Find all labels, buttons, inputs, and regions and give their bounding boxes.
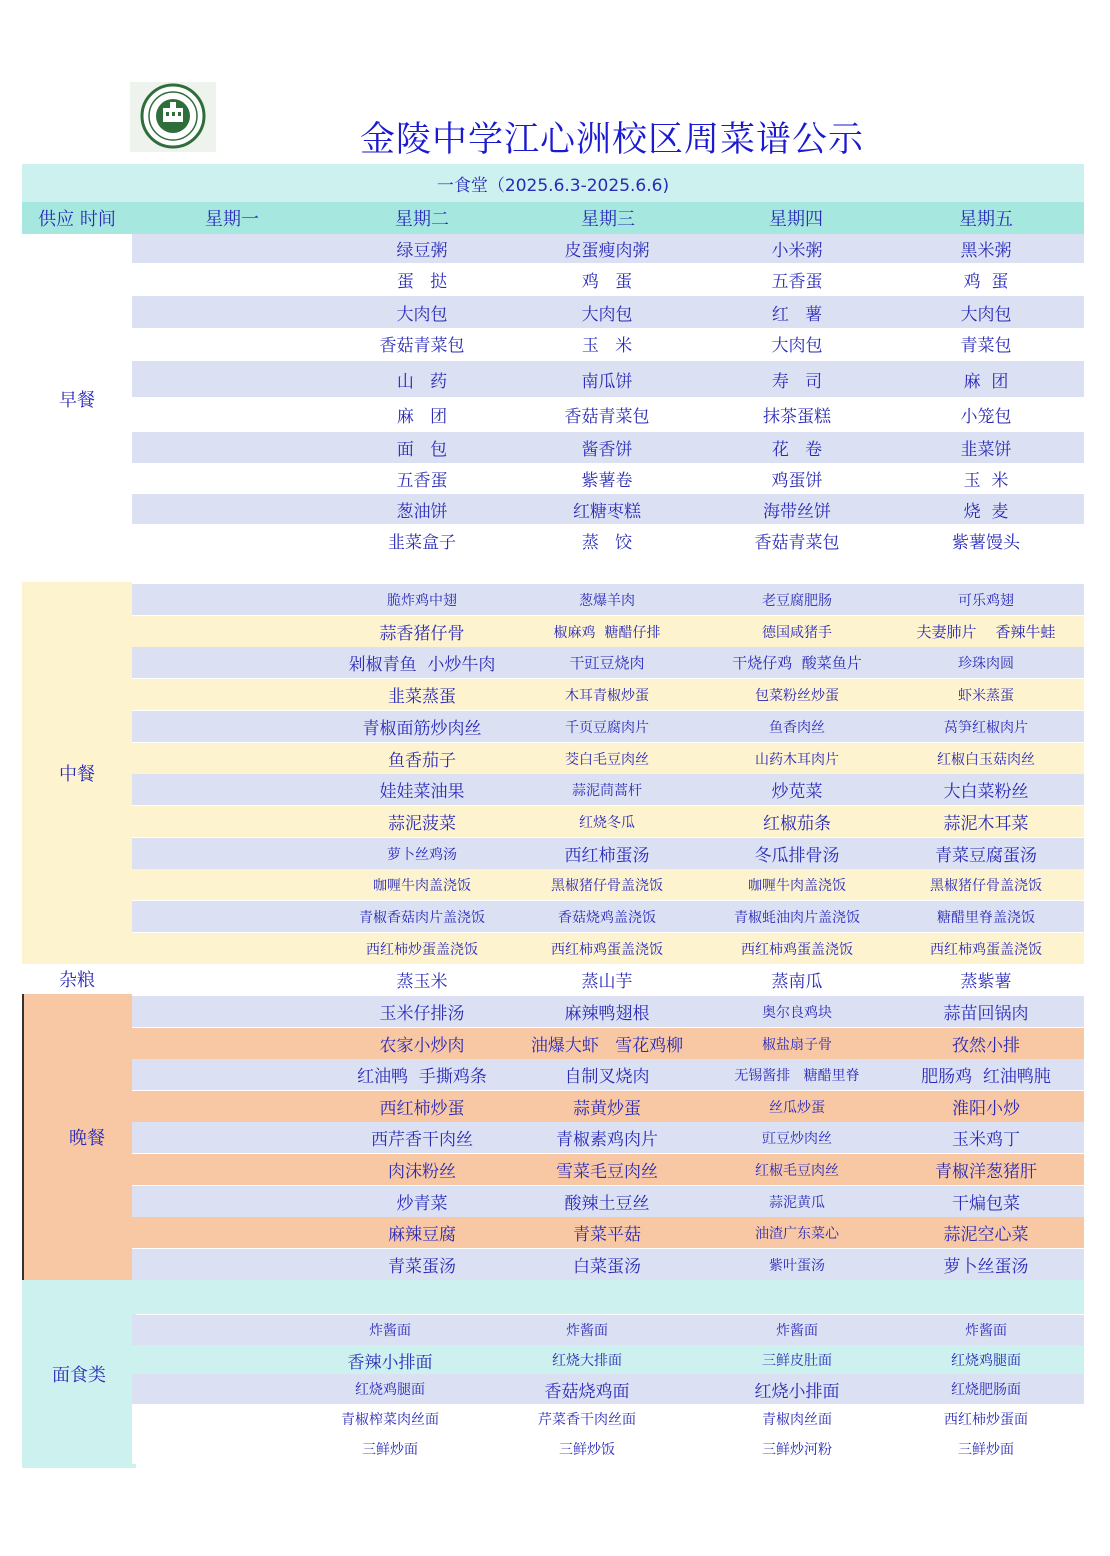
dinner-dish: 紫叶蛋汤 <box>769 1257 825 1274</box>
lunch-dish: 青菜豆腐蛋汤 <box>935 846 1037 866</box>
lunch-dish: 葱爆羊肉 <box>579 592 635 609</box>
lunch-dish: 鱼香茄子 <box>388 751 456 771</box>
dinner-dish: 青椒洋葱猪肝 <box>935 1162 1037 1182</box>
noodle-row <box>132 1404 1084 1434</box>
dinner-dish: 青菜蛋汤 <box>388 1257 456 1277</box>
breakfast-dish: 青菜包 <box>960 336 1012 356</box>
lunch-row <box>132 774 1084 805</box>
breakfast-row <box>132 265 1084 294</box>
header-row <box>22 202 1084 234</box>
noodle-dish: 红烧鸡腿面 <box>355 1382 425 1398</box>
breakfast-dish: 红 薯 <box>771 304 823 325</box>
noodle-dish: 三鲜炒面 <box>958 1442 1014 1458</box>
dinner-dish: 蒜苗回锅肉 <box>943 1004 1029 1024</box>
noodle-dish: 青椒肉丝面 <box>762 1412 832 1428</box>
noodle-dish: 芹菜香干肉丝面 <box>538 1412 636 1428</box>
breakfast-dish: 韭菜饼 <box>960 440 1012 460</box>
section-noodle: 面食类 <box>22 1280 136 1468</box>
breakfast-dish: 玉 米 <box>963 471 1009 491</box>
lunch-dish: 莴笋红椒肉片 <box>944 719 1028 736</box>
breakfast-dish: 葱油饼 <box>396 501 448 522</box>
breakfast-row <box>132 463 1084 494</box>
breakfast-dish: 烧 麦 <box>963 501 1009 522</box>
lunch-dish: 大白菜粉丝 <box>943 782 1029 802</box>
breakfast-row <box>132 525 1084 555</box>
noodle-dish: 西红柿炒蛋面 <box>944 1412 1028 1428</box>
lunch-dish: 青椒香菇肉片盖浇饭 <box>359 909 485 926</box>
lunch-dish: 韭菜蒸蛋 <box>388 687 456 707</box>
noodle-dish: 炸酱面 <box>776 1323 818 1339</box>
breakfast-dish: 酱香饼 <box>581 440 633 460</box>
dinner-dish: 萝卜丝蛋汤 <box>943 1257 1029 1277</box>
breakfast-dish: 鸡 蛋 <box>963 272 1009 292</box>
breakfast-dish: 山 药 <box>396 371 448 392</box>
section-grain: 杂粮 <box>22 964 132 994</box>
dinner-dish: 蒜泥黄瓜 <box>769 1194 825 1211</box>
lunch-row <box>132 711 1084 742</box>
lunch-dish: 鱼香肉丝 <box>769 719 825 736</box>
noodle-row <box>132 1315 1084 1345</box>
noodle-dish: 炸酱面 <box>369 1323 411 1339</box>
dinner-row <box>132 1059 1084 1090</box>
breakfast-dish: 绿豆粥 <box>396 241 448 261</box>
lunch-dish: 千页豆腐肉片 <box>565 719 649 736</box>
dinner-row <box>132 1186 1084 1217</box>
breakfast-row <box>132 398 1084 430</box>
breakfast-dish: 紫薯卷 <box>581 471 633 491</box>
dinner-row <box>132 1249 1084 1280</box>
lunch-dish: 糖醋里脊盖浇饭 <box>937 909 1035 926</box>
lunch-dish: 青椒蚝油肉片盖浇饭 <box>734 909 860 926</box>
lunch-row <box>132 647 1084 678</box>
lunch-dish: 木耳青椒炒蛋 <box>565 687 649 704</box>
lunch-row <box>132 616 1084 647</box>
breakfast-dish: 抹茶蛋糕 <box>763 406 831 427</box>
lunch-dish: 珍珠肉圆 <box>958 655 1014 672</box>
lunch-dish: 娃娃菜油果 <box>379 782 465 802</box>
dinner-dish: 红油鸭 手撕鸡条 <box>357 1067 487 1087</box>
dinner-dish: 西红柿炒蛋 <box>379 1099 465 1119</box>
lunch-row <box>132 679 1084 710</box>
breakfast-dish: 花 卷 <box>771 440 823 460</box>
dinner-dish: 白菜蛋汤 <box>573 1257 641 1277</box>
breakfast-dish: 蒸 饺 <box>581 532 633 553</box>
noodle-dish: 红烧小排面 <box>754 1381 840 1402</box>
dinner-dish: 青菜平菇 <box>573 1225 641 1245</box>
breakfast-dish: 红糖枣糕 <box>573 501 641 522</box>
dinner-dish: 油渣广东菜心 <box>755 1225 839 1242</box>
lunch-row <box>132 584 1084 615</box>
dinner-dish: 雪菜毛豆肉丝 <box>556 1162 658 1182</box>
dinner-dish: 麻辣豆腐 <box>388 1225 456 1245</box>
dinner-dish: 自制叉烧肉 <box>564 1067 650 1087</box>
breakfast-row <box>132 494 1084 524</box>
lunch-dish: 可乐鸡翅 <box>958 592 1014 609</box>
lunch-dish: 西红柿炒蛋盖浇饭 <box>366 941 478 958</box>
dinner-dish: 无锡酱排 糖醋里脊 <box>734 1067 860 1084</box>
header-supply-time: 供应 时间 <box>38 209 116 230</box>
breakfast-dish: 皮蛋瘦肉粥 <box>564 241 650 261</box>
dinner-dish: 淮阳小炒 <box>952 1099 1020 1119</box>
breakfast-dish: 韭菜盒子 <box>388 532 456 553</box>
header-friday: 星期五 <box>959 209 1013 230</box>
header-monday: 星期一 <box>205 209 259 230</box>
school-seal-icon <box>130 82 216 152</box>
breakfast-dish: 五香蛋 <box>771 272 823 292</box>
section-breakfast: 早餐 <box>22 234 132 564</box>
header-wednesday: 星期三 <box>581 209 635 230</box>
noodle-dish: 炸酱面 <box>566 1323 608 1339</box>
noodle-dish: 红烧肥肠面 <box>951 1382 1021 1398</box>
lunch-row <box>132 838 1084 869</box>
lunch-dish: 红烧冬瓜 <box>579 814 635 831</box>
lunch-dish: 黑椒猪仔骨盖浇饭 <box>551 877 663 894</box>
noodle-dish: 青椒榨菜肉丝面 <box>341 1412 439 1428</box>
dinner-dish: 奥尔良鸡块 <box>762 1004 832 1021</box>
dinner-dish: 农家小炒肉 <box>379 1036 465 1056</box>
breakfast-row <box>132 234 1084 263</box>
dinner-dish: 蒜黄炒蛋 <box>573 1099 641 1119</box>
lunch-dish: 香菇烧鸡盖浇饭 <box>558 909 656 926</box>
lunch-dish: 山药木耳肉片 <box>755 751 839 768</box>
dinner-dish: 肉沫粉丝 <box>388 1162 456 1182</box>
noodle-dish: 三鲜炒饭 <box>559 1442 615 1458</box>
section-dinner-label: 晚餐 <box>69 1128 105 1149</box>
breakfast-dish: 玉 米 <box>581 336 633 356</box>
lunch-dish: 脆炸鸡中翅 <box>387 592 457 609</box>
lunch-dish: 蒜泥木耳菜 <box>943 814 1029 834</box>
lunch-dish: 包菜粉丝炒蛋 <box>755 687 839 704</box>
dinner-dish: 酸辣土豆丝 <box>564 1194 650 1214</box>
breakfast-dish: 蛋 挞 <box>396 272 448 292</box>
noodle-dish: 香辣小排面 <box>347 1352 433 1373</box>
dinner-dish: 红椒毛豆肉丝 <box>755 1162 839 1179</box>
dinner-dish: 干煸包菜 <box>952 1194 1020 1214</box>
breakfast-dish: 大肉包 <box>960 304 1012 325</box>
lunch-dish: 虾米蒸蛋 <box>958 687 1014 704</box>
lunch-row <box>132 933 1084 964</box>
dinner-row <box>132 1154 1084 1185</box>
lunch-dish: 咖喱牛肉盖浇饭 <box>748 877 846 894</box>
breakfast-dish: 香菇青菜包 <box>564 406 650 427</box>
lunch-dish: 红椒茄条 <box>763 814 831 834</box>
noodle-row <box>132 1345 1084 1375</box>
breakfast-dish: 大肉包 <box>771 336 823 356</box>
lunch-dish: 蒜泥茼蒿杆 <box>572 782 642 799</box>
dinner-row <box>132 996 1084 1027</box>
lunch-dish: 西红柿蛋汤 <box>564 846 650 866</box>
lunch-dish: 西红柿鸡蛋盖浇饭 <box>930 941 1042 958</box>
lunch-dish: 剁椒青鱼 小炒牛肉 <box>348 655 496 675</box>
noodle-dish: 三鲜炒河粉 <box>762 1442 832 1458</box>
breakfast-dish: 大肉包 <box>581 304 633 325</box>
breakfast-row <box>132 296 1084 328</box>
lunch-dish: 黑椒猪仔骨盖浇饭 <box>930 877 1042 894</box>
lunch-dish: 干烧仔鸡 酸菜鱼片 <box>732 654 862 672</box>
grain-dish: 蒸玉米 <box>396 971 448 992</box>
dinner-dish: 玉米仔排汤 <box>379 1004 465 1024</box>
breakfast-dish: 南瓜饼 <box>581 371 633 392</box>
dinner-dish: 椒盐扇子骨 <box>762 1036 832 1053</box>
breakfast-dish: 五香蛋 <box>396 471 448 491</box>
lunch-dish: 椒麻鸡 糖醋仔排 <box>553 624 661 641</box>
noodle-dish: 三鲜皮肚面 <box>762 1353 832 1369</box>
breakfast-dish: 面 包 <box>396 440 448 460</box>
page-title: 金陵中学江心洲校区周菜谱公示 <box>360 120 865 160</box>
breakfast-dish: 鸡 蛋 <box>581 272 633 292</box>
noodle-dish: 红烧鸡腿面 <box>951 1353 1021 1369</box>
dinner-dish: 青椒素鸡肉片 <box>556 1130 658 1150</box>
noodle-dish: 香菇烧鸡面 <box>544 1381 630 1402</box>
lunch-row <box>132 806 1084 837</box>
dinner-dish: 孜然小排 <box>952 1036 1020 1056</box>
noodle-dish: 三鲜炒面 <box>362 1442 418 1458</box>
dinner-row <box>132 1217 1084 1248</box>
breakfast-dish: 寿 司 <box>771 371 823 392</box>
dinner-dish: 豇豆炒肉丝 <box>762 1130 832 1147</box>
header-thursday: 星期四 <box>769 209 823 230</box>
dinner-dish: 西芹香干肉丝 <box>371 1130 473 1150</box>
breakfast-dish: 香菇青菜包 <box>379 336 465 356</box>
dinner-row <box>132 1122 1084 1153</box>
noodle-row <box>132 1374 1084 1404</box>
breakfast-dish: 紫薯馒头 <box>952 532 1020 553</box>
breakfast-row <box>132 361 1084 397</box>
lunch-dish: 夫妻肺片 香辣牛蛙 <box>916 623 1056 641</box>
lunch-dish: 干豇豆烧肉 <box>569 654 645 672</box>
grain-dish: 蒸山芋 <box>581 971 633 992</box>
grain-dish: 蒸紫薯 <box>960 971 1012 992</box>
lunch-dish: 青椒面筋炒肉丝 <box>362 719 482 739</box>
noodle-row <box>132 1434 1084 1464</box>
dinner-dish: 麻辣鸭翅根 <box>564 1004 650 1024</box>
grain-row <box>132 964 1084 994</box>
lunch-dish: 萝卜丝鸡汤 <box>387 846 457 863</box>
lunch-row <box>132 901 1084 932</box>
breakfast-dish: 麻 团 <box>396 406 448 427</box>
canteen-label: 一食堂（2025.6.3-2025.6.6) <box>436 175 670 196</box>
breakfast-dish: 麻 团 <box>963 371 1009 392</box>
dinner-row <box>132 1028 1084 1059</box>
breakfast-dish: 小米粥 <box>771 241 823 261</box>
section-dinner <box>22 994 132 1280</box>
grain-dish: 蒸南瓜 <box>771 971 823 992</box>
breakfast-dish: 小笼包 <box>960 406 1012 427</box>
lunch-row <box>132 869 1084 900</box>
dinner-dish: 蒜泥空心菜 <box>943 1225 1029 1245</box>
lunch-dish: 炒苋菜 <box>771 782 823 802</box>
breakfast-dish: 香菇青菜包 <box>754 532 840 553</box>
dinner-dish: 炒青菜 <box>396 1194 448 1214</box>
dinner-dish: 玉米鸡丁 <box>952 1130 1020 1150</box>
header-tuesday: 星期二 <box>395 209 449 230</box>
breakfast-dish: 大肉包 <box>396 304 448 325</box>
noodle-dish: 炸酱面 <box>965 1323 1007 1339</box>
lunch-dish: 红椒白玉菇肉丝 <box>937 751 1035 768</box>
breakfast-row <box>132 328 1084 359</box>
breakfast-dish: 鸡蛋饼 <box>771 471 823 491</box>
lunch-dish: 咖喱牛肉盖浇饭 <box>373 877 471 894</box>
lunch-row <box>132 743 1084 774</box>
dinner-row <box>132 1091 1084 1122</box>
noodle-top-band <box>22 1280 1084 1314</box>
dinner-dish: 油爆大虾 雪花鸡柳 <box>530 1036 684 1056</box>
noodle-dish: 红烧大排面 <box>552 1353 622 1369</box>
breakfast-dish: 海带丝饼 <box>763 501 831 522</box>
lunch-dish: 蒜香猪仔骨 <box>379 624 465 644</box>
lunch-dish: 蒜泥菠菜 <box>388 814 456 834</box>
breakfast-row <box>132 432 1084 463</box>
dinner-dish: 肥肠鸡 红油鸭肫 <box>921 1067 1051 1087</box>
lunch-dish: 冬瓜排骨汤 <box>754 846 840 866</box>
canteen-band <box>22 164 1084 202</box>
lunch-dish: 德国咸猪手 <box>762 624 832 641</box>
breakfast-dish: 黑米粥 <box>960 241 1012 261</box>
section-lunch: 中餐 <box>22 582 132 964</box>
lunch-dish: 老豆腐肥肠 <box>762 592 832 609</box>
lunch-dish: 西红柿鸡蛋盖浇饭 <box>741 941 853 958</box>
lunch-dish: 茭白毛豆肉丝 <box>565 751 649 768</box>
dinner-dish: 丝瓜炒蛋 <box>769 1099 825 1116</box>
lunch-dish: 西红柿鸡蛋盖浇饭 <box>551 941 663 958</box>
